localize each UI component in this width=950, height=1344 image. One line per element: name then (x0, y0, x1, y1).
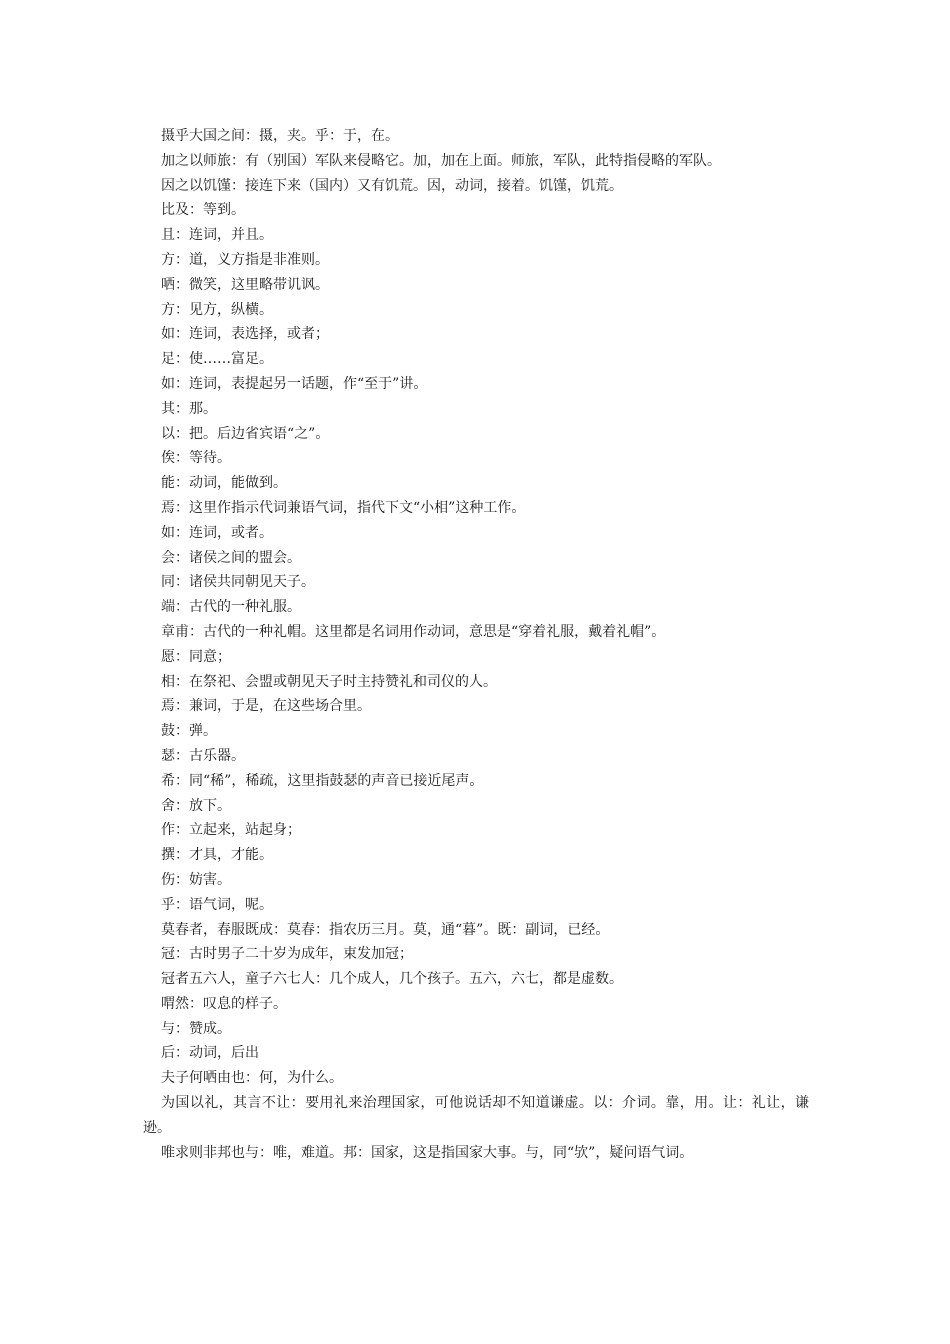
annotation-line: 鼓：弹。 (161, 723, 217, 740)
annotation-line: 如：连词，表提起另一话题，作“至于”讲。 (161, 375, 428, 392)
annotation-line: 加之以师旅：有（别国）军队来侵略它。加，加在上面。师旅，军队，此特指侵略的军队。 (161, 152, 721, 169)
annotation-line: 后：动词，后出 (161, 1045, 259, 1062)
annotation-line: 比及：等到。 (161, 202, 245, 219)
annotation-line: 如：连词，或者。 (161, 524, 273, 541)
annotation-line: 哂：微笑，这里略带讥讽。 (161, 276, 329, 293)
annotation-line: 以：把。后边省宾语“之”。 (161, 425, 330, 442)
annotation-line: 愿：同意； (161, 648, 231, 665)
annotation-list (143, 124, 813, 1165)
annotation-line: 与：赞成。 (161, 1020, 231, 1037)
annotation-paragraph: 为国以礼，其言不让：要用礼来治理国家，可他说话却不知道谦虚。以：介词。靠，用。让：礼让，谦逊。 (143, 1095, 809, 1136)
annotation-line: 会：诸侯之间的盟会。 (161, 549, 301, 566)
annotation-line: 唯求则非邦也与：唯，难道。邦：国家，这是指国家大事。与，同“欤”，疑问语气词。 (161, 1144, 694, 1161)
annotation-line: 方：见方，纵横。 (161, 301, 273, 318)
annotation-line: 撰：才具，才能。 (161, 847, 273, 864)
annotation-line: 其：那。 (161, 400, 217, 417)
annotation-line: 喟然：叹息的样子。 (161, 995, 287, 1012)
annotation-line: 伤：妨害。 (161, 871, 231, 888)
annotation-line: 希：同“稀”，稀疏，这里指鼓瑟的声音已接近尾声。 (161, 772, 484, 789)
annotation-line: 如：连词，表选择，或者； (161, 326, 329, 343)
annotation-line: 夫子何哂由也：何，为什么。 (161, 1070, 343, 1087)
annotation-line: 相：在祭祀、会盟或朝见天子时主持赞礼和司仪的人。 (161, 673, 497, 690)
annotation-line: 俟：等待。 (161, 450, 231, 467)
annotation-line: 焉：兼词，于是，在这些场合里。 (161, 698, 371, 715)
annotation-line: 作：立起来，站起身； (161, 822, 301, 839)
annotation-line: 端：古代的一种礼服。 (161, 599, 301, 616)
annotation-line: 莫春者，春服既成：莫春：指农历三月。莫，通“暮”。既：副词，已经。 (161, 921, 610, 938)
annotation-line: 能：动词，能做到。 (161, 475, 287, 492)
annotation-line: 章甫：古代的一种礼帽。这里都是名词用作动词，意思是“穿着礼服，戴着礼帽”。 (161, 623, 666, 640)
annotation-line: 方：道，义方指是非准则。 (161, 251, 329, 268)
annotation-line: 焉：这里作指示代词兼语气词，指代下文“小相”这种工作。 (161, 499, 526, 516)
annotation-line: 乎：语气词，呢。 (161, 896, 273, 913)
annotation-line: 冠者五六人，童子六七人：几个成人，几个孩子。五六，六七，都是虚数。 (161, 971, 623, 988)
annotation-line: 舍：放下。 (161, 797, 231, 814)
annotation-line: 同：诸侯共同朝见天子。 (161, 574, 315, 591)
annotation-line: 冠：古时男子二十岁为成年，束发加冠； (161, 946, 413, 963)
annotation-line: 足：使……富足。 (161, 351, 273, 368)
annotation-line: 因之以饥馑：接连下来（国内）又有饥荒。因，动词，接着。饥馑，饥荒。 (161, 177, 623, 194)
annotation-line: 瑟：古乐器。 (161, 747, 245, 764)
annotation-line: 且：连词，并且。 (161, 227, 273, 244)
annotation-line: 摄乎大国之间：摄，夹。乎：于，在。 (161, 128, 399, 144)
